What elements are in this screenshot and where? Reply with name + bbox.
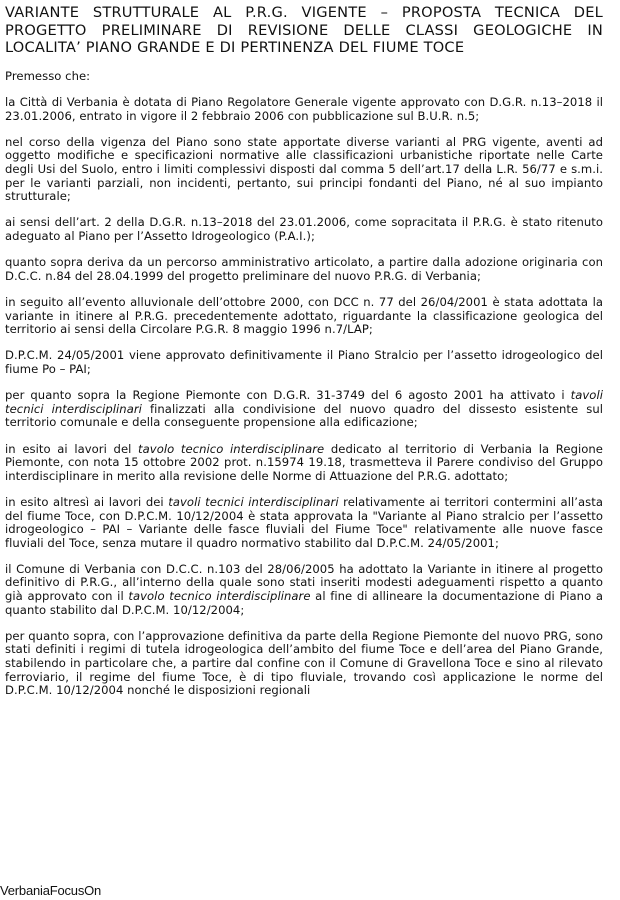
paragraph-9 (5, 496, 603, 550)
document-page (5, 4, 603, 710)
paragraph-4: quanto sopra deriva da un percorso amministrativo articolato, a partire dalla adozione originaria con D.C.C. n.84 del 28.04.1999 del progetto preliminare del nuovo P.R.G. di Verbania; (5, 255, 603, 283)
paragraph-8 (5, 443, 603, 484)
paragraph-8-emphasis: tavolo tecnico interdisciplinare (138, 441, 325, 456)
paragraph-7-after: finalizzati alla condivisione del nuovo quadro del dissesto esistente sul territorio comunale e della conseguente propensione alla edificazione; (5, 401, 603, 430)
paragraph-8-after: dedicato al territorio di Verbania la Regione Piemonte, con nota 15 ottobre 2002 prot. n.15974 19.18, trasmetteva il Parere condiviso del Gruppo interdisciplinare in merito alla revisione delle Norme di Attuazione del P.R.G. adottato; (5, 441, 603, 483)
paragraph-1: la Città di Verbania è dotata di Piano Regolatore Generale vigente approvato con D.G.R. n.13–2018 il 23.01.2006, entrato in vigore il 2 febbraio 2006 con pubblicazione sul B.U.R. n.5; (5, 95, 603, 123)
paragraph-10 (5, 563, 603, 617)
paragraph-7-before: per quanto sopra la Regione Piemonte con D.G.R. 31-3749 del 6 agosto 2001 ha attivato i (5, 388, 571, 403)
paragraph-8-before: in esito ai lavori del (5, 441, 139, 456)
paragraph-7-emphasis: tavoli tecnici interdisciplinari (5, 388, 603, 416)
paragraph-9-before: in esito altresì ai lavori dei (5, 494, 169, 509)
paragraph-5: in seguito all’evento alluvionale dell’ottobre 2000, con DCC n. 77 del 26/04/2001 è stata adottata la variante in itinere al P.R.G. precedentemente adottato, riguardante la classificazione geologica del territorio ai sensi della Circolare P.G.R. 8 maggio 1996 n.7/LAP; (5, 295, 603, 337)
paragraph-2: nel corso della vigenza del Piano sono state apportate diverse varianti al PRG vigente, aventi ad oggetto modifiche e specificazioni normative alle classificazioni urbanistiche riportate nelle Carte degli Usi del Suolo, entro i limiti complessivi disposti dal comma 5 dell’art.17 della L.R. 56/77 e s.m.i. per le varianti parziali, non incidenti, pertanto, sui principi fondanti del Piano, né al suo impianto strutturale; (5, 134, 603, 204)
paragraph-3: ai sensi dell’art. 2 della D.G.R. n.13–2018 del 23.01.2006, come sopracitata il P.R.G. è stato ritenuto adeguato al Piano per l’Assetto Idrogeologico (P.A.I.); (5, 215, 603, 244)
paragraph-9-emphasis: tavoli tecnici interdisciplinari (168, 494, 339, 509)
watermark: VerbaniaFocusOn (0, 883, 105, 898)
paragraph-10-after: al fine di allineare la documentazione di Piano a quanto stabilito dal D.P.C.M. 10/12/2004; (5, 589, 603, 617)
paragraph-7 (5, 389, 603, 430)
paragraph-10-emphasis: tavolo tecnico interdisciplinare (128, 589, 311, 604)
document-title: VARIANTE STRUTTURALE AL P.R.G. VIGENTE – PROPOSTA TECNICA DEL PROGETTO PRELIMINARE DI REVISIONE DELLE CLASSI GEOLOGICHE IN LOCALITA’ PIANO GRANDE E DI PERTINENZA DEL FIUME TOCE (5, 4, 603, 56)
intro-line: Premesso che: (5, 68, 91, 83)
paragraph-9-after: relativamente ai territori contermini all’asta del fiume Toce, con D.P.C.M. 10/12/2004 è stata approvata la "Variante al Piano stralcio per l’assetto idrogeologico – PAI – Variante delle fasce fluviali del Fiume Toce" relativamente alle nuove fasce fluviali del Toce, senza mutare il quadro normativo stabilito dal D.P.C.M. 24/05/2001; (5, 494, 603, 550)
paragraph-10-before: il Comune di Verbania con D.C.C. n.103 del 28/06/2005 ha adottato la Variante in itinere al progetto definitivo di P.R.G., all’interno della quale sono stati inseriti modesti adeguamenti rispetto a quanto già approvato con il (5, 561, 603, 604)
paragraph-11: per quanto sopra, con l’approvazione definitiva da parte della Regione Piemonte del nuovo PRG, sono stati definiti i regimi di tutela idrogeologica dell’ambito del fiume Toce e dell’area del Piano Grande, stabilendo in particolare che, a partire dal confine con il Comune di Gravellona Toce e sino al rilevato ferroviario, il regime del fiume Toce, è di tipo fluviale, trovando così applicazione le norme del D.P.C.M. 10/12/2004 nonché le disposizioni regionali (5, 628, 603, 698)
paragraph-6: D.P.C.M. 24/05/2001 viene approvato definitivamente il Piano Stralcio per l’assetto idrogeologico del fiume Po – PAI; (5, 348, 603, 376)
